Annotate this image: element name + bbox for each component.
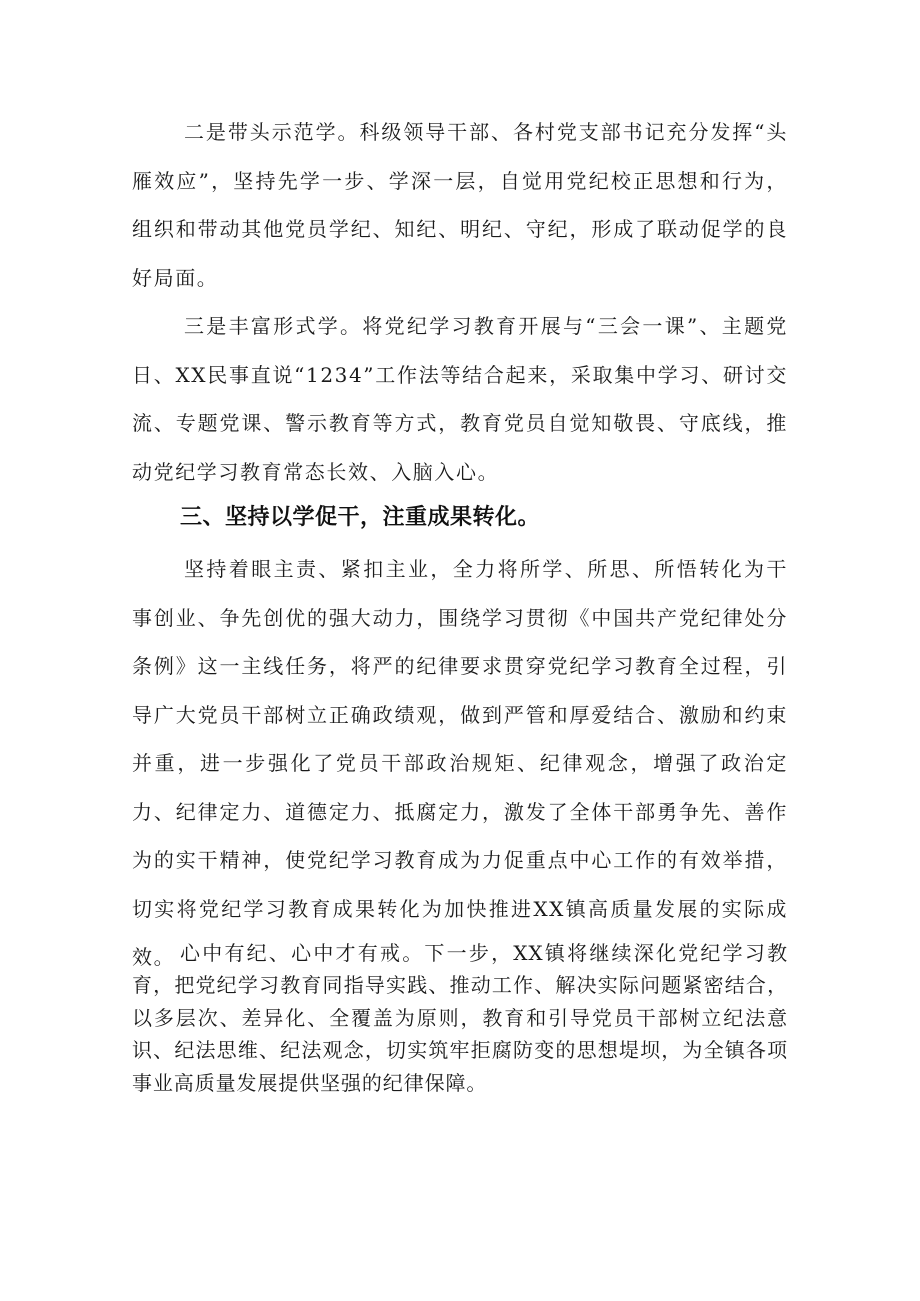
paragraph-lead-by-example: 二是带头示范学。科级领导干部、各村党支部书记充分发挥“头雁效应”，坚持先学一步、学深一层，自觉用党纪校正思想和行为，组织和带动其他党员学纪、知纪、明纪、守纪，形成了联动促学的良好局面。 [132,120,788,290]
paragraph-next-steps: 心中有纪、心中才有戒。下一步，XX镇将继续深化党纪学习教育，把党纪学习教育同指导实践、推动工作、解决实际问题紧密结合，以多层次、差异化、全覆盖为原则，教育和引导党员干部树立纪法意识、纪法思维、纪法观念，切实筑牢拒腐防变的思想堤坝，为全镇各项事业高质量发展提供坚强的纪律保障。 [132,941,788,1095]
paragraph-results-transformation: 坚持着眼主责、紧扣主业，全力将所学、所思、所悟转化为干事创业、争先创优的强大动力，围绕学习贯彻《中国共产党纪律处分条例》这一主线任务，将严的纪律要求贯穿党纪学习教育全过程，引导广大党员干部树立正确政绩观，做到严管和厚爱结合、激励和约束并重，进一步强化了党员干部政治规矩、纪律观念，增强了政治定力、纪律定力、道德定力、抵腐定力，激发了全体干部勇争先、善作为的实干精神，使党纪学习教育成为力促重点中心工作的有效举措，切实将党纪学习教育成果转化为加快推进XX镇高质量发展的实际成效。 [132,557,788,969]
paragraph-rich-forms: 三是丰富形式学。将党纪学习教育开展与“三会一课”、主题党日、XX民事直说“1234”工作法等结合起来，采取集中学习、研讨交流、专题党课、警示教育等方式，教育党员自觉知敬畏、守底线，推动党纪学习教育常态长效、入脑入心。 [132,314,788,484]
section-heading: 三、坚持以学促干，注重成果转化。 [180,505,541,530]
